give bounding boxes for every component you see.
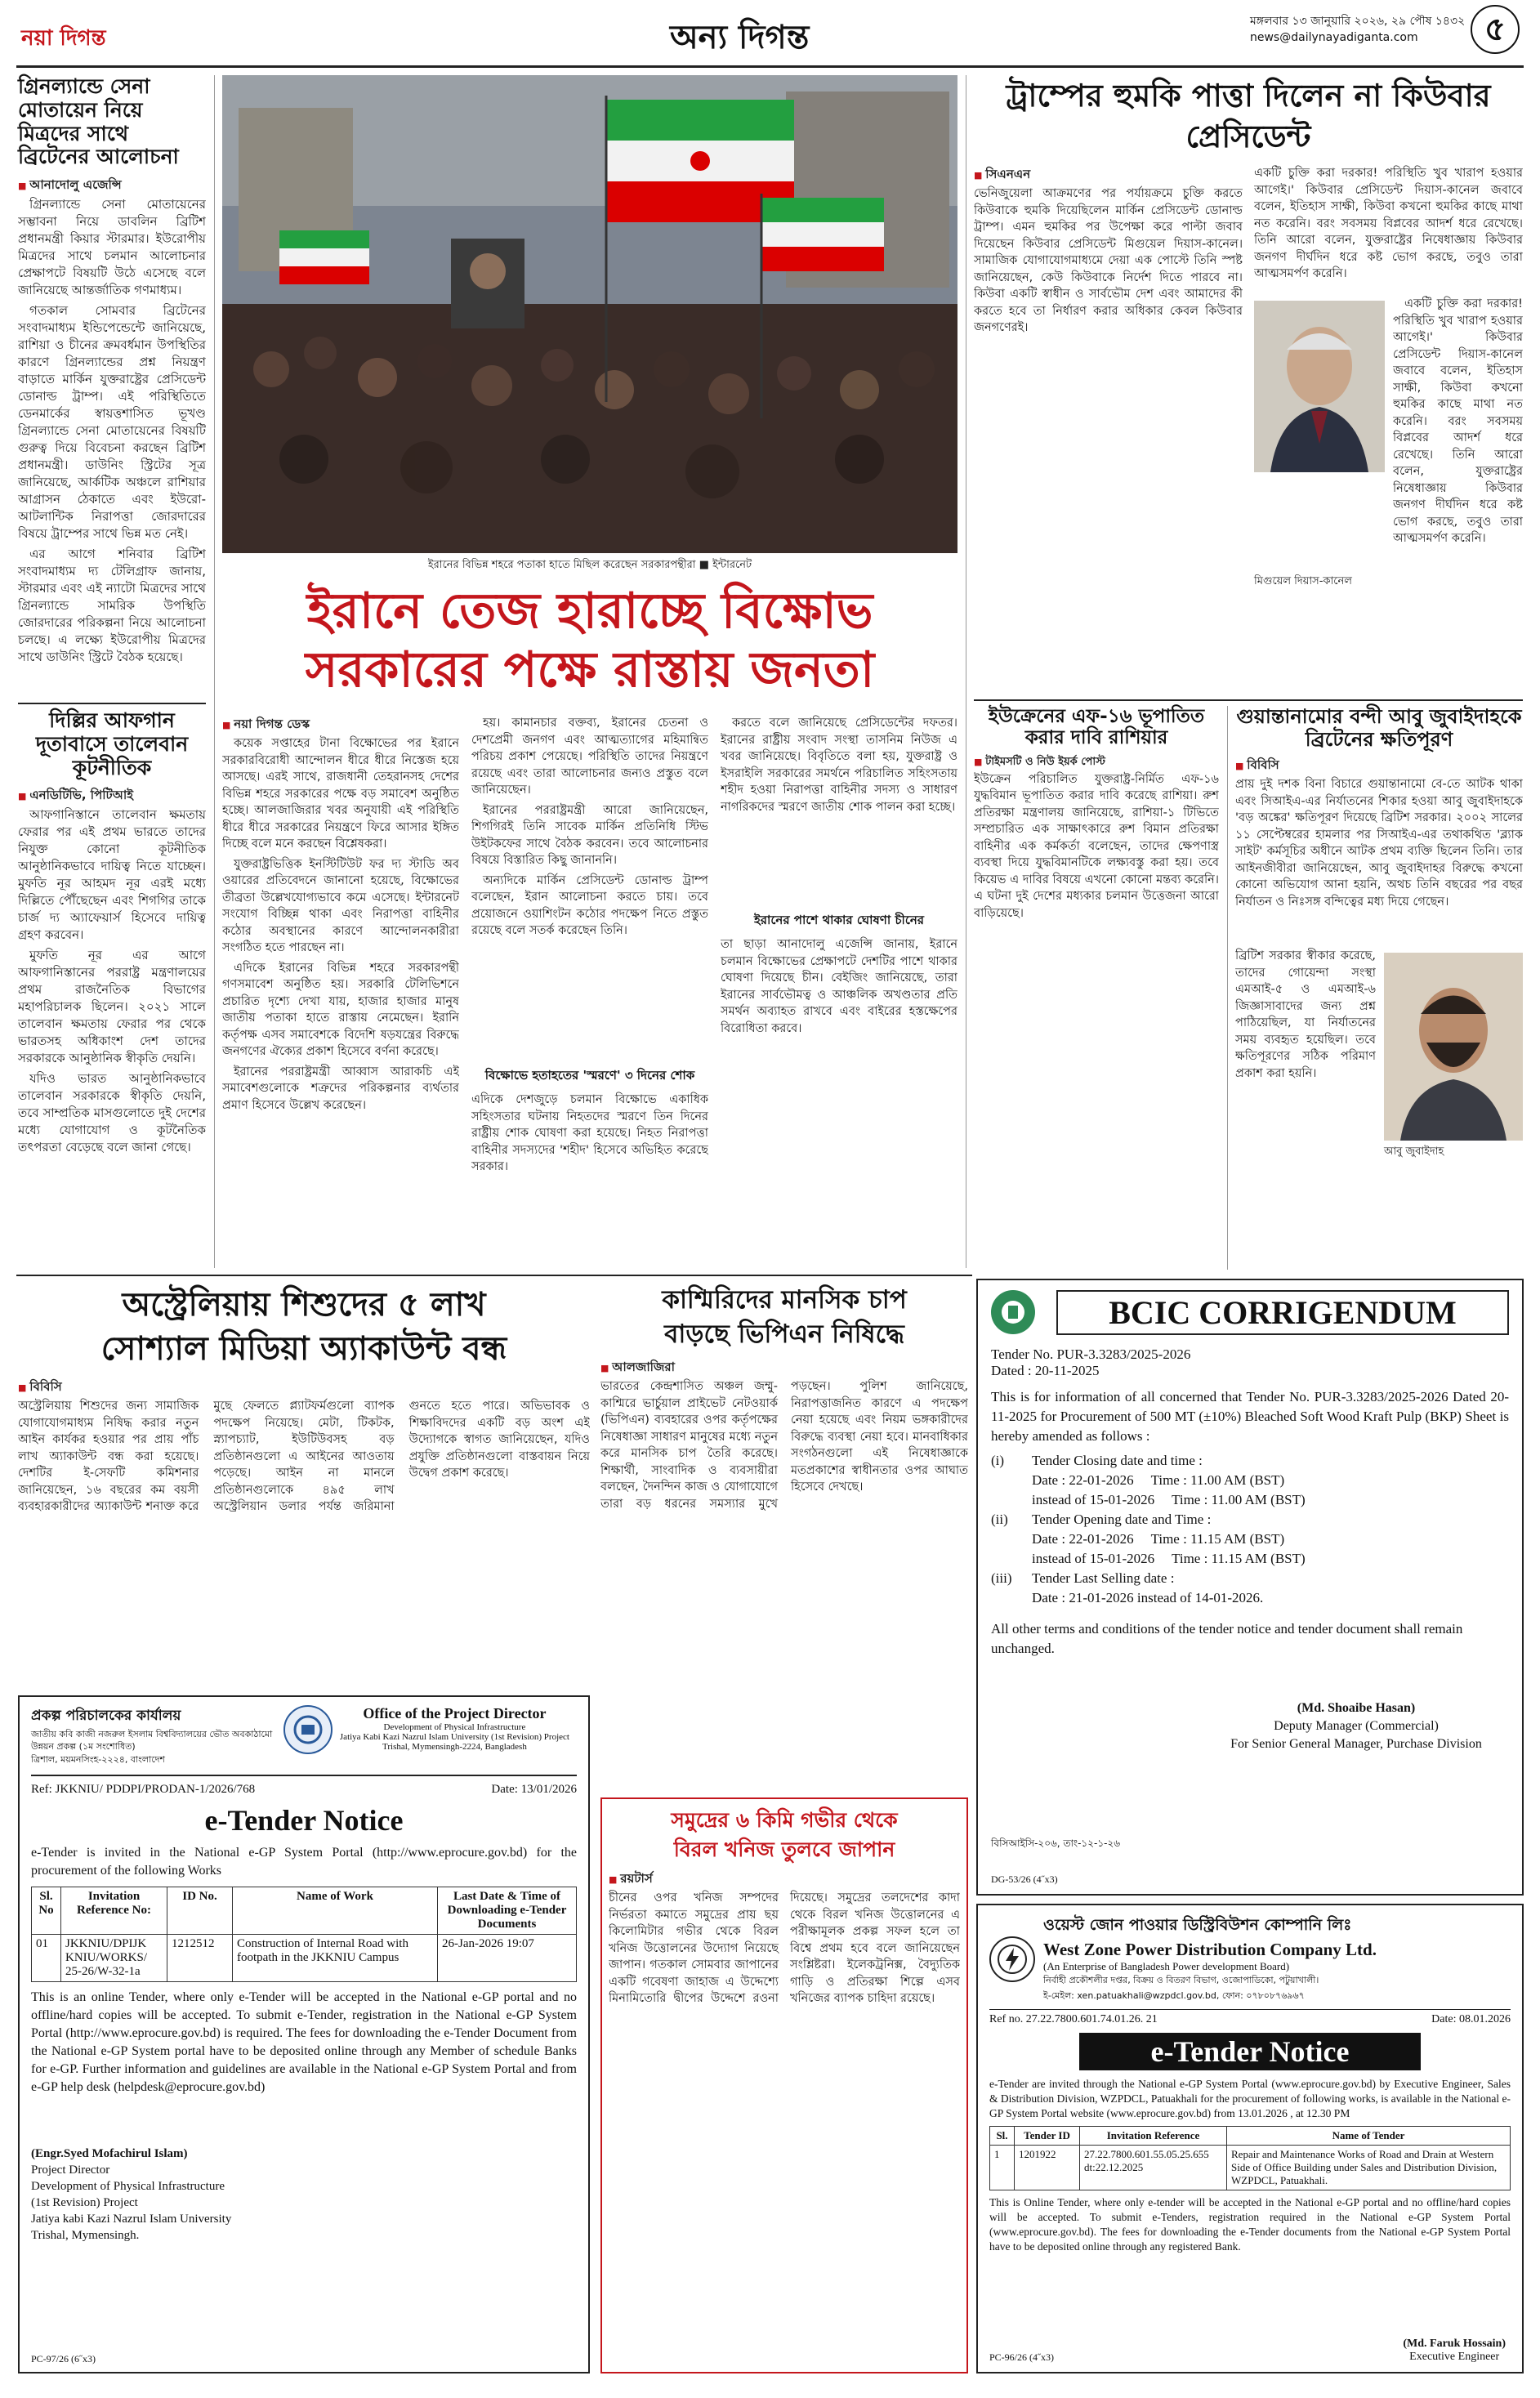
afghan-byline: ■ এনডিটিভি, পিটিআই [18, 786, 206, 806]
bcic-corrigendum: BCIC CORRIGENDUM Tender No. PUR-3.3283/2025-2026 Dated : 20-11-2025 This is for information of all concerned that Tender No. PUR-3.3283/2025-2026 Dated 20-11-2025 for Procurement of 500 MT (±10%) Bleached Soft Wood Kraft Pulp (BKP) Sheet is hereby amended as follows : (i) Tender Closing date and time : Date : 22-01-2026 Time : 11.00 AM (BST) instead of 15-01-2026 Time : 11.00 AM (BST) (ii) Tender Opening date and Time : Date : 22-01-2026 Time : 11.15 AM (BST) instead of 15-01-2026 Time : 11.15 AM (BST) (iii) Tender Last Selling date : Date : 21-01-2026 instead of 14-01-2026. All other terms and conditions of the tender notice and tender document shall remain unchanged. (Md. Shoaibe Hasan) Deputy Manager (Commercial) For Senior General Manager, Purchase Division বিসিআইসি-২০৬, তাং-১২-১-২৬ DG-53/26 (4˝x3) [976, 1279, 1524, 1896]
japan-byline: ■ রয়টার্স [609, 1869, 960, 1890]
jkkniu-logo [283, 1705, 333, 1754]
iran-body-col1: ■ নয়া দিগন্ত ডেস্ক কয়েক সপ্তাহের টানা বিক্ষোভের পর ইরানে সরকারবিরোধী আন্দোলন ধীরে ধীরে নিস্তেজ হয়ে আসছে। এরই সাথে, রাজধানী তেহরানসহ দেশের বিভিন্ন শহরে সরকারের পক্ষে বড় সমাবেশ অনুষ্ঠিত হচ্ছে। আলজাজিরার খবর অনুযায়ী এই পরিস্থিতি ধীরে ধীরে সরকারের নিয়ন্ত্রণে ফিরে আসার ইঙ্গিত দিচ্ছে বলে মনে করছেন বিশ্লেষকরা। যুক্তরাষ্ট্রভিত্তিক ইনস্টিটিউট ফর দ্য স্টাডি অব ওয়ারের প্রতিবেদনে জানানো হয়েছে, বিক্ষোভের তীব্রতা উল্লেখযোগ্যভাবে কমে এসেছে। ইন্টারনেট সংযোগ বিচ্ছিন্ন থাকা এবং নিরাপত্তা বাহিনীর কঠোর অবস্থানের কারণে আন্দোলনকারীরা সংগঠিত হতে পারছেন না। এদিকে ইরানের বিভিন্ন শহরে সরকারপন্থী গণসমাবেশ অনুষ্ঠিত হয়। সরকারি টেলিভিশনে প্রচারিত দৃশ্যে দেখা যায়, হাজার হাজার মানুষ জাতীয় পতাকা হাতে রাস্তায় নেমেছেন। ইরানি কর্তৃপক্ষ এসব সমাবেশকে বিদেশি ষড়যন্ত্রের বিরুদ্ধে জনগণের ঐক্যের প্রকাশ হিসেবে বর্ণনা করেছে। ইরানের পররাষ্ট্রমন্ত্রী আব্বাস আরাকচি এই সমাবেশগুলোকে শত্রুদের পরিকল্পনার ব্যর্থতার প্রমাণ হিসেবে উল্লেখ করেছেন। [222, 715, 459, 1270]
ukraine-body: ইউক্রেন পরিচালিত যুক্তরাষ্ট্র-নির্মিত এফ-১৬ যুদ্ধবিমান ভূপাতিত করার দাবি করেছে রাশিয়া। রুশ প্রতিরক্ষা মন্ত্রণালয় জানিয়েছে, রাশিয়া-১ টিভিতে সম্প্রচারিত এক সাক্ষাৎকারে রুশ বিমান প্রতিরক্ষা বাহিনীর এক কর্মকর্তা বলেছেন, তাদের ক্ষেপণাস্ত্র ব্যবস্থা দিয়ে যুদ্ধবিমানটিকে লক্ষ্যবস্তু করা হয়। তবে কিয়েভ এ দাবির বিষয়ে এখনো কোনো মন্তব্য করেনি। এ ঘটনা দুই দেশের মধ্যকার চলমান উত্তেজনা আরো বাড়িয়েছে। [974, 772, 1219, 920]
left-divider [18, 703, 206, 704]
iran-subhead-china: ইরানের পাশে থাকার ঘোষণা চীনের [753, 913, 925, 927]
newspaper-logo: নয়া দিগন্ত [21, 26, 106, 51]
table-header-row: Sl. Tender ID Invitation Reference Name of Tender [990, 2127, 1511, 2146]
greenland-byline: ■ আনাদোলু এজেন্সি [18, 176, 206, 196]
kashmir-body: ভারতের কেন্দ্রশাসিত অঞ্চল জম্মু-কাশ্মিরে ভার্চুয়াল প্রাইভেট নেটওয়ার্ক (ভিপিএন) ব্যবহারের ওপর কর্তৃপক্ষের নিষেধাজ্ঞা সাধারণ মানুষের মধ্যে নতুন করে মানসিক চাপ তৈরি করেছে। শিক্ষার্থী, সাংবাদিক ও ব্যবসায়ীরা বলছেন, দৈনন্দিন কাজ ও যোগাযোগে তারা বড় ধরনের সমস্যার মুখে পড়ছেন। পুলিশ জানিয়েছে, নিরাপত্তাজনিত কারণে এ পদক্ষেপ নেয়া হয়েছে এবং নিয়ম ভঙ্গকারীদের বিরুদ্ধে ব্যবস্থা নেয়া হবে। মানবাধিকার সংগঠনগুলো এই নিষেধাজ্ঞাকে মতপ্রকাশের স্বাধীনতার ওপর আঘাত হিসেবে দেখছে। [600, 1380, 968, 1511]
university-seal-icon [292, 1713, 324, 1746]
iran-byline: ■ নয়া দিগন্ত ডেস্ক [222, 715, 459, 735]
greenland-headline: গ্রিনল্যান্ডে সেনা মোতায়েন নিয়ে মিত্রদের সাথে ব্রিটেনের আলোচনা [18, 74, 179, 169]
japan-body: চীনের ওপর খনিজ সম্পদের নির্ভরতা কমাতে সমুদ্রের প্রায় ছয় কিলোমিটার গভীর থেকে বিরল খনিজ উত্তোলনের উদ্যোগ নিয়েছে জাপান। গতকাল সোমবার জাপানের একটি গবেষণা জাহাজ এ উদ্দেশ্যে মিনামিতোরি দ্বীপের উদ্দেশে রওনা দিয়েছে। সমুদ্রের তলদেশের কাদা থেকে বিরল খনিজ উত্তোলনের এ পরীক্ষামূলক প্রকল্প সফল হলে তা বিশ্বে প্রথম হবে বলে জানিয়েছেন সংশ্লিষ্টরা। ইলেকট্রনিক্স, বৈদ্যুতিক গাড়ি ও প্রতিরক্ষা শিল্পে এসব খনিজের ব্যাপক চাহিদা রয়েছে। [609, 1891, 960, 2005]
guantanamo-article: গুয়ান্তানামোর বন্দী আবু জুবাইদাহকে ব্রিটেনের ক্ষতিপূরণ ■ বিবিসি প্রায় দুই দশক বিনা বিচারে গুয়ান্তানামো বে-তে আটক থাকা এবং সিআইএ-এর নির্যাতনের শিকার হওয়া আবু জুবাইদাহকে 'বড় অঙ্কের' ক্ষতিপূরণ দিয়েছে ব্রিটিশ সরকার। ২০০২ সালের ১১ সেপ্টেম্বরের হামলার পর সিআইএ-এর তথাকথিত 'ব্ল্যাক সাইট' কর্মসূচির অধীনে আটক প্রথম ব্যক্তি ছিলেন তিনি। তার আইনজীবীরা জানিয়েছেন, আবু জুবাইদাহর বিরুদ্ধে কখনো কোনো অভিযোগ আনা হয়নি, অথচ তিনি বছরের পর বছর নির্যাতন ও নিঃসঙ্গ বন্দিত্বের মধ্য দিয়ে গেছেন। আবু জুবাইদাহ ব্রিটিশ সরকার স্বীকার করেছে, তাদের গোয়েন্দা সংস্থা এমআই-৫ ও এমআই-৬ জিজ্ঞাসাবাদের জন্য প্রশ্ন পাঠিয়েছিল, যা নির্যাতনের সময় ব্যবহৃত হয়েছিল। তবে ক্ষতিপূরণের সঠিক পরিমাণ প্রকাশ করা হয়নি। [1235, 706, 1523, 1270]
bcic-logo-icon [999, 1298, 1027, 1326]
portrait-icon [1254, 301, 1385, 472]
australia-headline-line1: অস্ট্রেলিয়ায় শিশুদের ৫ লাখ [122, 1286, 486, 1324]
cuba-president-photo [1254, 301, 1385, 472]
zubaydah-photo [1384, 953, 1523, 1159]
wzpdcl-title: e-Tender Notice [1079, 2033, 1421, 2070]
jkkniu-office-en: Office of the Project Director [363, 1705, 547, 1721]
japan-headline-line2: বিরল খনিজ তুলবে জাপান [673, 1838, 895, 1861]
afghan-article [18, 709, 206, 1265]
page-email: news@dailynayadiganta.com [1250, 31, 1418, 44]
bcic-title: BCIC CORRIGENDUM [1056, 1290, 1509, 1335]
trump-byline: ■ সিএনএন [974, 165, 1243, 185]
iran-photo-caption: ইরানের বিভিন্ন শহরে পতাকা হাতে মিছিল করেছেন সরকারপন্থীরা ■ ইন্টারনেট [427, 559, 752, 571]
trump-body-col1: ভেনিজুয়েলা আক্রমণের পর পর্যায়ক্রমে চুক্তি করতে কিউবাকে হুমকি দিয়েছিলেন মার্কিন প্রেসিডেন্ট ডোনাল্ড ট্রাম্প। এমন হুমকির পর উপেক্ষা করে পাল্টা জবাব দিয়েছেন কিউবার প্রেসিডেন্ট মিগুয়েল দিয়াস-কানেল। সামাজিক যোগাযোগমাধ্যমে দেয়া এক পোস্টে তিনি স্পষ্ট জানিয়েছেন, কেউ কিউবাকে নির্দেশ দিতে পারবে না। কিউবা একটি স্বাধীন ও সার্বভৌম দেশ এবং আমাদের কী করতে হবে তা নির্ধারণ করার অধিকার কেবল কিউবার জনগণেরই। [974, 187, 1243, 334]
iran-body-col2: হয়। কামানচার বক্তব্য, ইরানের চেতনা ও দেশপ্রেমী জনগণ এবং আত্মত্যাগের মহিমান্বিত পরিচয় প্রকাশ পেয়েছে। পরিস্থিতি তাদের নিয়ন্ত্রণে রয়েছে এবং তারা আলোচনার জন্যও প্রস্তুত বলে জানিয়েছেন। ইরানের পররাষ্ট্রমন্ত্রী আরো জানিয়েছেন, শিগগিরই তিনি সাবেক মার্কিন প্রতিনিধি স্টিভ উইটকফের সাথে বৈঠক করবেন। তবে আলোচনার বিষয়ে বিস্তারিত কিছু জানাননি। অন্যদিকে মার্কিন প্রেসিডেন্ট ডোনাল্ড ট্রাম্প বলেছেন, ইরান আলোচনা করতে চায়। তবে প্রয়োজনে ওয়াশিংটন কঠোর পদক্ষেপ নিতে প্রস্তুত রয়েছে বলে সতর্ক করেছেন তিনি। বিক্ষোভে হতাহতের 'স্মরণে' ৩ দিনের শোক এদিকে দেশজুড়ে চলমান বিক্ষোভে একাধিক সহিংসতার ঘটনায় নিহতদের স্মরণে তিন দিনের রাষ্ট্রীয় শোক ঘোষণা করা হয়েছে। নিহত নিরাপত্তা বাহিনীর সদস্যদের 'শহীদ' হিসেবে অভিহিত করেছে সরকার। [471, 717, 708, 1173]
greenland-body: গ্রিনল্যান্ডে সেনা মোতায়েনের সম্ভাবনা নিয়ে ডাবলিন ব্রিটিশ প্রধানমন্ত্রী কিয়ার স্টারমার। ইউরোপীয় মিত্রদের সাথে চলমান আলোচনার প্রেক্ষাপটে বিষয়টি উঠে এসেছে বলে জানিয়েছে আন্তর্জাতিক গণমাধ্যম। গতকাল সোমবার ব্রিটেনের সংবাদমাধ্যম ইন্ডিপেন্ডেন্টে জানিয়েছে, রাশিয়া ও চীনের ক্রমবর্ধমান উপস্থিতির কারণে গ্রিনল্যান্ডের প্রশ্ন নিয়ন্ত্রণ বাড়াতে মার্কিন যুক্তরাষ্ট্রের প্রেসিডেন্ট ডোনাল্ড ট্রাম্প। এই পরিস্থিতিতে ডেনমার্কের স্বায়ত্তশাসিত ভূখণ্ড গ্রিনল্যান্ডে সেনা মোতায়েনের বিষয়টি গুরুত্ব দিয়ে বিবেচনা করছেন ব্রিটিশ প্রধানমন্ত্রী। ডাউনিং স্ট্রিটের সূত্র জানিয়েছে, আর্কটিক অঞ্চলে রাশিয়ার আগ্রাসন ঠেকাতে এবং ইউরো-আটলান্টিক নিরাপত্তা জোরদারের বিষয়ে ট্রাম্পের সাথে ভিন্ন মত নেই। এর আগে শনিবার ব্রিটিশ সংবাদমাধ্যম দ্য টেলিগ্রাফ জানায়, স্টারমার এবং এই ন্যাটো মিত্রদের সাথে গ্রিনল্যান্ডে সামরিক উপস্থিতি জোরদারের পরিকল্পনা নিয়ে আলোচনা চলছে। এ লক্ষ্যে ইউরোপীয় মিত্রদের সাথে ডাউনিং স্ট্রিটে বৈঠক হয়েছে। [18, 197, 206, 664]
greenland-article [18, 75, 206, 696]
japan-article [600, 1797, 968, 2373]
portrait-banner [451, 239, 524, 328]
list-item: (i) Tender Closing date and time : Date : 22-01-2026 Time : 11.00 AM (BST) instead of 15-01-2026 Time : 11.00 AM (BST) [991, 1453, 1306, 1507]
wzpdcl-name-bn: ওয়েস্ট জোন পাওয়ার ডিস্ট্রিবিউশন কোম্পানি লিঃ [1043, 1916, 1352, 1934]
list-item: (iii) Tender Last Selling date : Date : 21-01-2026 instead of 14-01-2026. [991, 1570, 1264, 1605]
trump-headline: ট্রাম্পের হুমকি পাত্তা দিলেন না কিউবার প্রেসিডেন্ট [1006, 78, 1491, 154]
page-date: মঙ্গলবার ১৩ জানুয়ারি ২০২৬, ২৯ পৌষ ১৪৩২ [1250, 15, 1466, 28]
ukraine-byline: ■ টাইমসটি ও নিউ ইয়র্ক পোস্ট [974, 754, 1219, 771]
wzpdcl-logo [989, 1936, 1035, 1982]
middle-divider [16, 1275, 972, 1276]
portrait-icon [1384, 953, 1523, 1141]
australia-body: অস্ট্রেলিয়ায় শিশুদের জন্য সামাজিক যোগাযোগমাধ্যম নিষিদ্ধ করার নতুন আইন কার্যকর হওয়ার পর প্রায় পাঁচ লাখ অ্যাকাউন্ট বন্ধ করা হয়েছে। দেশটির ই-সেফটি কমিশনার জানিয়েছেন, ১৬ বছরের কম বয়সী ব্যবহারকারীদের অ্যাকাউন্ট শনাক্ত করে মুছে ফেলতে প্ল্যাটফর্মগুলো ব্যাপক পদক্ষেপ নিয়েছে। মেটা, টিকটক, স্ন্যাপচ্যাট, ইউটিউবসহ বড় প্রতিষ্ঠানগুলো এ আইনের আওতায় পড়েছে। আইন না মানলে প্রতিষ্ঠানগুলোকে ৪৯৫ লাখ অস্ট্রেলিয়ান ডলার পর্যন্ত জরিমানা গুনতে হতে পারে। অভিভাবক ও শিক্ষাবিদদের একটি বড় অংশ এই উদ্যোগকে স্বাগত জানিয়েছেন, যদিও প্রযুক্তি প্রতিষ্ঠানগুলো বাস্তবায়ন নিয়ে উদ্বেগ প্রকাশ করেছে। [18, 1400, 590, 1513]
wzpdcl-ref: Ref no. 27.22.7800.601.74.01.26. 21 [989, 2013, 1158, 2025]
iran-headline-line2: সরকারের পক্ষে রাস্তায় জনতা [305, 641, 875, 699]
right-divider-1 [974, 699, 1523, 701]
iran-subhead-mourning: বিক্ষোভে হতাহতের 'স্মরণে' ৩ দিনের শোক [484, 1068, 695, 1083]
jkkniu-signature: (Engr.Syed Mofachirul Islam) Project Director Development of Physical Infrastructure (1st Revision) Project Jatiya kabi Kazi Nazrul Islam University Trishal, Mymensingh. [31, 2147, 232, 2242]
trump-article: ট্রাম্পের হুমকি পাত্তা দিলেন না কিউবার প্রেসিডেন্ট ■ সিএনএন ভেনিজুয়েলা আক্রমণের পর পর্যায়ক্রমে চুক্তি করতে কিউবাকে হুমকি দিয়েছিলেন মার্কিন প্রেসিডেন্ট ডোনাল্ড ট্রাম্প। এমন হুমকির পর উপেক্ষা করে পাল্টা জবাব দিয়েছেন কিউবার প্রেসিডেন্ট মিগুয়েল দিয়াস-কানেল। সামাজিক যোগাযোগমাধ্যমে দেয়া এক পোস্টে তিনি স্পষ্ট জানিয়েছেন, কেউ কিউবাকে নির্দেশ দিতে পারবে না। কিউবা একটি স্বাধীন ও সার্বভৌম দেশ এবং আমাদের কী করতে হবে তা নির্ধারণ করার অধিকার কেবল কিউবার জনগণেরই। একটি চুক্তি করা দরকার! পরিস্থিতি খুব খারাপ হওয়ার আগেই।' কিউবার প্রেসিডেন্ট দিয়াস-কানেল জবাবে বলেন, ইতিহাস সাক্ষী, কিউবা কখনো হুমকির কাছে মাথা নত করেনি। বরং সবসময় বিপ্লবের আদর্শ ধরে রেখেছে। তিনি আরো বলেন, যুক্তরাষ্ট্রের নিষেধাজ্ঞায় কিউবার জনগণ দীর্ঘদিন ধরে কষ্ট ভোগ করছে, তবুও তারা আত্মসমর্পণ করেনি। একটি চুক্তি করা দরকার! পরিস্থিতি খুব খারাপ হওয়ার আগেই।' কিউবার প্রেসিডেন্ট দিয়াস-কানেল জবাবে বলেন, ইতিহাস সাক্ষী, কিউবা কখনো হুমকির কাছে মাথা নত করেনি। বরং সবসময় বিপ্লবের আদর্শ ধরে রেখেছে। তিনি আরো বলেন, যুক্তরাষ্ট্রের নিষেধাজ্ঞায় কিউবার জনগণ দীর্ঘদিন ধরে কষ্ট ভোগ করছে, তবুও তারা আত্মসমর্পণ করেনি। মিগুয়েল দিয়াস-কানেল [974, 75, 1523, 696]
section-title: অন্য দিগন্ত [670, 18, 810, 56]
wzpdcl-date: Date: 08.01.2026 [1431, 2013, 1511, 2025]
ukraine-article [974, 706, 1219, 1270]
table-header-row: Sl. No Invitation Reference No: ID No. Name of Work Last Date & Time of Downloading e-Tender Documents [32, 1887, 577, 1935]
jkkniu-title: e-Tender Notice [204, 1804, 404, 1837]
trump-body-col2: একটি চুক্তি করা দরকার! পরিস্থিতি খুব খারাপ হওয়ার আগেই।' কিউবার প্রেসিডেন্ট দিয়াস-কানেল জবাবে বলেন, ইতিহাস সাক্ষী, কিউবা কখনো হুমকির কাছে মাথা নত করেনি। বরং সবসময় বিপ্লবের আদর্শ ধরে রেখেছে। তিনি আরো বলেন, যুক্তরাষ্ট্রের নিষেধাজ্ঞায় কিউবার জনগণ দীর্ঘদিন ধরে কষ্ট ভোগ করছে, তবুও তারা আত্মসমর্পণ করেনি। [1254, 167, 1523, 280]
australia-byline: ■ বিবিসি [18, 1378, 590, 1398]
iran-body-col3: করতে বলে জানিয়েছে প্রেসিডেন্টের দফতর। ইরানের রাষ্ট্রীয় সংবাদ সংস্থা তাসনিম নিউজ এ খবর জানিয়েছে। বিবৃতিতে বলা হয়, যুক্তরাষ্ট্র ও ইসরাইলি সরকারের সমর্থনে পরিচালিত সহিংসতায় শহীদ হওয়া নিরাপত্তা বাহিনীর সদস্য ও সাধারণ নাগরিকদের স্মরণে জাতীয় শোক পালন করা হচ্ছে। ইরানের পাশে থাকার ঘোষণা চীনের তা ছাড়া আনাদোলু এজেন্সি জানায়, ইরানে চলমান বিক্ষোভের প্রেক্ষাপটে দেশটির পাশে থাকার ঘোষণা দিয়েছে চীন। বেইজিং জানিয়েছে, তারা ইরানের সার্বভৌমত্ব ও আঞ্চলিক অখণ্ডতার প্রতি সমর্থন অব্যাহত রাখবে এবং বাইরের হস্তক্ষেপের বিরোধিতা করবে। [721, 717, 957, 1035]
wzpdcl-code: PC-96/26 (4˝x3) [989, 2351, 1054, 2363]
power-bolt-icon [996, 1943, 1029, 1976]
masthead [0, 0, 1540, 65]
australia-article [18, 1283, 590, 1691]
kashmir-headline-line1: কাশ্মিরিদের মানসিক চাপ [662, 1285, 907, 1315]
iran-headline-line1: ইরানে তেজ হারাচ্ছে বিক্ষোভ [306, 583, 873, 640]
jkkniu-ref: Ref: JKKNIU/ PDDPI/PRODAN-1/2026/768 [31, 1783, 256, 1796]
jkkniu-date: Date: 13/01/2026 [491, 1783, 577, 1796]
page-number: ৫ [1471, 5, 1520, 54]
kashmir-headline-line2: বাড়ছে ভিপিএন নিষিদ্ধে [664, 1320, 904, 1349]
guantanamo-body: প্রায় দুই দশক বিনা বিচারে গুয়ান্তানামো বে-তে আটক থাকা এবং সিআইএ-এর নির্যাতনের শিকার হওয়া আবু জুবাইদাহকে 'বড় অঙ্কের' ক্ষতিপূরণ দিয়েছে ব্রিটিশ সরকার। ২০০২ সালের ১১ সেপ্টেম্বরের হামলার পর সিআইএ-এর তথাকথিত 'ব্ল্যাক সাইট' কর্মসূচির অধীনে আটক প্রথম ব্যক্তি ছিলেন তিনি। তার আইনজীবীরা জানিয়েছেন, আবু জুবাইদাহর বিরুদ্ধে কখনো কোনো অভিযোগ আনা হয়নি, অথচ তিনি বছরের পর বছর নির্যাতন ও নিঃসঙ্গ বন্দিত্বের মধ্য দিয়ে গেছেন। [1235, 778, 1523, 909]
iran-flag-left [279, 230, 369, 284]
protest-crowd-image [222, 75, 957, 553]
bcic-amendments [991, 1451, 1509, 1608]
list-item: (ii) Tender Opening date and Time : Date : 22-01-2026 Time : 11.15 AM (BST) instead of 15-01-2026 Time : 11.15 AM (BST) [991, 1512, 1306, 1566]
ukraine-headline: ইউক্রেনের এফ-১৬ ভূপাতিত করার দাবি রাশিয়ার [988, 706, 1205, 749]
masthead-divider [16, 65, 1524, 68]
iran-headline [222, 582, 957, 699]
wzpdcl-signature: (Md. Faruk Hossain) Executive Engineer [1403, 2338, 1506, 2363]
australia-headline-line2: সোশ্যাল মিডিয়া অ্যাকাউন্ট বন্ধ [100, 1330, 507, 1368]
japan-headline-line1: সমুদ্রের ৬ কিমি গভীর থেকে [671, 1808, 898, 1832]
column-rule-3 [1227, 706, 1228, 1270]
wzpdcl-tender-table [989, 2126, 1511, 2190]
afghan-body: আফগানিস্তানে তালেবান ক্ষমতায় ফেরার পর এই প্রথম ভারতে তাদের নিযুক্ত কোনো কূটনীতিক আনুষ্ঠানিকভাবে দায়িত্ব নিতে যাচ্ছেন। মুফতি নূর আহমদ নূর এরই মধ্যে দিল্লিতে পৌঁছেছেন এবং শিগগির তাকে চার্জ দ্য অ্যাফেয়ার্স হিসেবে দায়িত্ব গ্রহণ করবেন। মুফতি নূর এর আগে আফগানিস্তানের পররাষ্ট্র মন্ত্রণালয়ের প্রথম রাজনৈতিক বিভাগের মহাপরিচালক ছিলেন। ২০২১ সালে তালেবান ক্ষমতায় ফেরার পর থেকে ভারতসহ অধিকাংশ দেশ তাদের সরকারকে আনুষ্ঠানিক স্বীকৃতি দেয়নি। যদিও ভারত আনুষ্ঠানিকভাবে তালেবান সরকারকে স্বীকৃতি দেয়নি, তবে সাম্প্রতিক মাসগুলোতে দুই দেশের মধ্যে যোগাযোগ ও কূটনৈতিক তৎপরতা বেড়েছে বলে জানা গেছে। [18, 807, 206, 1155]
zubaydah-photo-caption: আবু জুবাইদাহ [1384, 1145, 1444, 1159]
cuba-photo-caption: মিগুয়েল দিয়াস-কানেল [1254, 575, 1352, 587]
bcic-logo [991, 1290, 1035, 1334]
jkkniu-tender-notice: প্রকল্প পরিচালকের কার্যালয় জাতীয় কবি কাজী নজরুল ইসলাম বিশ্ববিদ্যালয়ের ভৌত অবকাঠামো উন্নয়ন প্রকল্প (১ম সংশোধিত) ত্রিশাল, ময়মনসিংহ-২২২৪, বাংলাদেশ Office of the Project Director Development of Physical Infrastructure Jatiya Kabi Kazi Nazrul Islam University (1st Revision) Project Trishal, Mymensingh-2224, Bangladesh Ref: JKKNIU/ PDDPI/PRODAN-1/2026/768 Date: 13/01/2026 e-Tender Notice e-Tender is invited in the National e-GP System Portal (http://www.eprocure.gov.bd) for the procurement of the following Works Sl. No Invitation Reference No: ID No. Name of Work Last Date & Time of Downloading e-Tender Documents 01 JKKNIU/DPIJK KNIU/WORKS/ 25-26/W-32-1a 1212512 Construction of Internal Road with footpath in the JKKNIU Campus 26-Jan-2026 19:07 This is an online Tender, where only e-Tender will be accepted in the National e-GP portal and no offline/hard copies will be accepted. To submit e-Tender, registration in the National e-GP System Portal (http://www.eprocure.gov.bd) is required. The fees for downloading the e-Tender Document from the National e-GP System portal have to be deposited online through any Member of schedule Banks for e-GP. Further information and guidelines are available in the National e-GP System Portal and from e-GP help desk (helpdesk@eprocure.gov.bd) (Engr.Syed Mofachirul Islam) Project Director Development of Physical Infrastructure (1st Revision) Project Jatiya kabi Kazi Nazrul Islam University Trishal, Mymensingh. PC-97/26 (6˝x3) [18, 1695, 590, 2373]
bcic-code: DG-53/26 (4˝x3) [991, 1873, 1058, 1885]
jkkniu-tender-table [31, 1887, 577, 1982]
column-rule-1 [214, 75, 215, 1268]
kashmir-byline: ■ আলজাজিরা [600, 1358, 968, 1378]
jkkniu-office-bn: প্রকল্প পরিচালকের কার্যালয় [31, 1708, 181, 1724]
table-row: 01 JKKNIU/DPIJK KNIU/WORKS/ 25-26/W-32-1a 1212512 Construction of Internal Road with footpath in the JKKNIU Campus 26-Jan-2026 19:07 [32, 1935, 577, 1982]
wzpdcl-name-en: West Zone Power Distribution Company Ltd. [1043, 1940, 1377, 1959]
bcic-signature: (Md. Shoaibe Hasan) Deputy Manager (Commercial) For Senior General Manager, Purchase Division [1230, 1701, 1482, 1751]
guantanamo-headline: গুয়ান্তানামোর বন্দী আবু জুবাইদাহকে ব্রিটেনের ক্ষতিপূরণ [1236, 705, 1522, 751]
kashmir-article [600, 1283, 968, 1789]
wzpdcl-tender-notice: ওয়েস্ট জোন পাওয়ার ডিস্ট্রিবিউশন কোম্পানি লিঃ West Zone Power Distribution Company Ltd. (An Enterprise of Bangladesh Power development Board) নির্বাহী প্রকৌশলীর দপ্তর, বিক্রয় ও বিতরণ বিভাগ, ওজোপাডিকো, পটুয়াখালী। ই-মেইল: xen.patuakhali@wzpdcl.gov.bd, ফোন: ০৭৮০৮৭৬৯৬৭ Ref no. 27.22.7800.601.74.01.26. 21 Date: 08.01.2026 e-Tender Notice e-Tender are invited through the National e-GP System Portal (www.eprocure.gov.bd) by Executive Engineer, Sales & Distribution Division, WZPDCL, Patuakhali for the procurement of following works, is available in the National e-GP System Portal website (www.eprocure.gov.bd) from 13.01.2026 , at 12.30 PM Sl. Tender ID Invitation Reference Name of Tender 1 1201922 27.22.7800.601.55.05.25.655 dt:22.12.2025 Repair and Maintenance Works of Road and Drain at Western Side of Office Building under Sales and Distribution Division, WZPDCL, Patuakhali. This is Online Tender, where only e-tender will be accepted in the National e-GP portal and no offline/hard copies will be accepted. To submit e-Tenders, registration required in the National e-GP System Portal (www.eprocure.gov.bd). The fees for downloading the e-Tender documents from the National e-GP System Portal have to be deposited online through any registered Bank. (Md. Faruk Hossain) Executive Engineer PC-96/26 (4˝x3) [976, 1904, 1524, 2373]
jkkniu-code: PC-97/26 (6˝x3) [31, 2353, 96, 2365]
afghan-headline: দিল্লির আফগান দূতাবাসে তালেবান কূটনীতিক [35, 708, 189, 779]
guantanamo-byline: ■ বিবিসি [1235, 756, 1523, 776]
table-row: 1 1201922 27.22.7800.601.55.05.25.655 dt:22.12.2025 Repair and Maintenance Works of Road and Drain at Western Side of Office Building under Sales and Distribution Division, WZPDCL, Patuakhali. [990, 2146, 1511, 2190]
iran-rally-photo [222, 75, 957, 553]
